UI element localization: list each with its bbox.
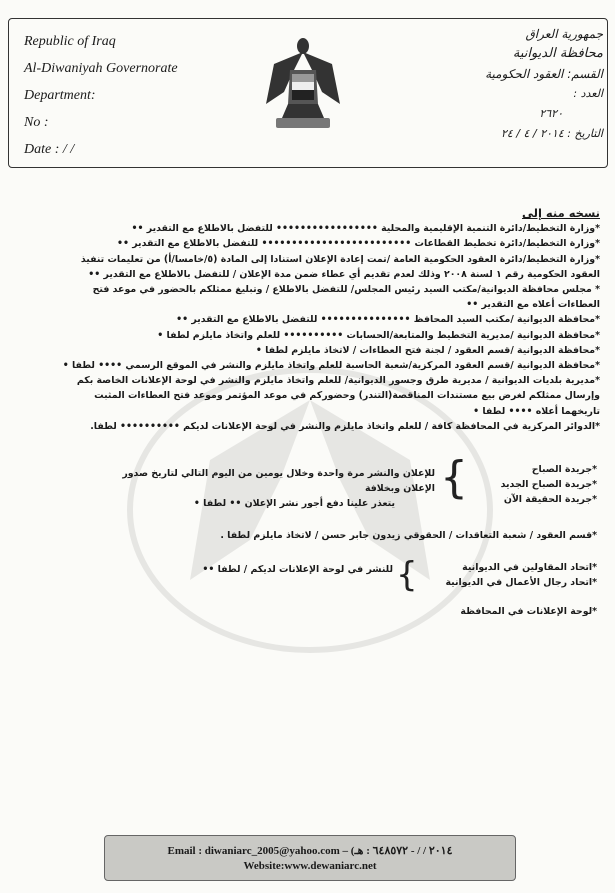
list-line: *محافظة الديوانية /قسم العقود المركزية/شعبة الحاسبة للعلم واتخاذ مايلزم والنشر في الموقع الرسمي •••• لطفا • — [62, 360, 600, 372]
list-line: العطاءات أعلاه مع التقدير •• — [466, 299, 600, 311]
board-line: *لوحة الإعلانات في المحافظة — [460, 606, 597, 617]
date-label: Date : / / — [24, 142, 75, 157]
union-item: *اتحاد رجال الأعمال في الديوانية — [445, 577, 597, 588]
contracts-line: *قسم العقود / شعبة التعاقدات / الحقوقي زيدون جابر حسن / لاتخاذ مايلزم لطفا . — [220, 530, 597, 541]
distribution-list — [18, 206, 600, 434]
department-ar: القسم: العقود الحكومية — [485, 67, 603, 81]
list-line: *الدوائر المركزية في المحافظة كافة / للعلم واتخاذ مايلزم والنشر في لوحة الإعلانات لديكم •••••••••• لطفا. — [90, 420, 600, 432]
eagle-emblem-icon — [262, 34, 344, 134]
newspaper-list — [457, 462, 597, 507]
copy-to-title: نسخه منه إلى — [522, 206, 600, 220]
footer-bar — [104, 835, 516, 881]
governorate-name: Al-Diwaniyah Governorate — [24, 61, 178, 76]
list-line: وإرسال ممثلكم لغرض بيع مستندات المناقصة(التندر) وحضوركم في موعد المؤتمر وموعد فتح العطاءات المثبت — [94, 390, 600, 402]
brace-icon: { — [440, 452, 468, 503]
country-name: Republic of Iraq — [24, 34, 116, 49]
date-ar: التاريخ : ٢٠١٤ / ٤ / ٢٤ — [500, 127, 603, 140]
list-line: *مديرية بلديات الديوانية / مديرية طرق وجسور الديوانية/ للعلم واتخاذ مايلزم والنشر في لوحة الإعلانات الخاصة بكم — [76, 375, 600, 387]
list-line: *وزارة التخطيط/دائرة تخطيط القطاعات ••••••••••••••••••••••••• للتفضل بالاطلاع مع التقدير •• — [116, 238, 600, 250]
list-line: *وزارة التخطيط/دائرة التنمية الإقليمية والمحلية ••••••••••••••••• للتفضل بالاطلاع مع التقدير •• — [131, 223, 600, 235]
letterhead-english — [24, 28, 214, 163]
list-line: تاريخهما أعلاه •••• لطفا • — [473, 405, 600, 417]
brace-icon: { — [396, 555, 418, 595]
document-number: ٢٦٢٠ — [539, 107, 563, 120]
newspaper-note-line: للإعلان والنشر مرة واحدة وخلال يومين من اليوم التالي لتاريخ صدور الإعلان وبخلافة — [122, 468, 435, 494]
union-item: *اتحاد المقاولين في الديوانية — [462, 562, 597, 573]
letterhead-arabic — [403, 24, 603, 144]
list-line: *وزارة التخطيط/دائرة العقود الحكومية العامة /تمت إعادة الإعلان استنادا إلى المادة (٥/خامسا/أ) من تعليمات تنفيذ — [80, 253, 600, 265]
footer-contact: Email : diwaniarc_2005@yahoo.com – (٢٠١٤ / / - ٦٤٨٥٧٢ : هـ — [167, 845, 453, 857]
unions-note: للنشر في لوحة الإعلانات لديكم / لطفا •• — [202, 564, 393, 575]
number-label: No : — [24, 115, 49, 130]
list-line: *محافظة الديوانية /مكتب السيد المحافظ ••••••••••••••• للتفضل بالاطلاع مع التقدير •• — [176, 314, 600, 326]
newspaper-note-line: يتعذر علينا دفع أجور نشر الإعلان •• لطفا • — [193, 498, 395, 509]
list-line: *محافظة الديوانية /مديرية التخطيط والمتابعة/الحسابات •••••••••• للعلم واتخاذ مايلزم لطفا • — [157, 329, 600, 341]
country-name-ar: جمهورية العراق — [525, 27, 603, 41]
unions-list — [417, 560, 597, 590]
list-line: * مجلس محافظة الديوانية/مكتب السيد رئيس المجلس/ للتفضل بالاطلاع / وتبليغ ممثلكم بالحضور في موعد فتح — [92, 284, 600, 296]
department-label: Department: — [24, 88, 96, 103]
list-line: العقود الحكومية رقم ١ لسنة ٢٠٠٨ وذلك لعدم تقديم أي عطاء ضمن مدة الإعلان / للتفضل بالاطلاع مع التقدير •• — [88, 268, 600, 280]
footer-website: Website:www.dewaniarc.net — [243, 860, 377, 872]
newspaper-item: *جريدة الصباح الجديد — [500, 479, 597, 490]
newspaper-note — [105, 466, 435, 511]
governorate-name-ar: محافظة الديوانية — [512, 46, 603, 61]
list-line: *محافظة الديوانية /قسم العقود / لجنة فتح العطاءات / لاتخاذ مايلزم لطفا • — [255, 344, 600, 356]
newspaper-item: *جريدة الصباح — [531, 464, 597, 475]
newspaper-item: *جريدة الحقيقة الآن — [503, 494, 597, 505]
number-label-ar: العدد : — [573, 87, 603, 100]
